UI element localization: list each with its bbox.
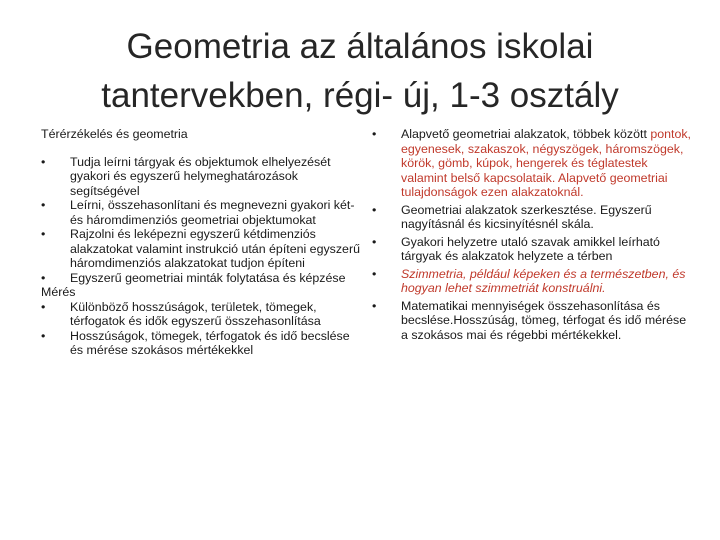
bullet: • xyxy=(41,198,46,212)
bullet: • xyxy=(372,234,377,249)
bullet: • xyxy=(41,328,46,343)
slide-title: Geometria az általános iskolai tantervekben, régi- új, 1-3 osztály xyxy=(101,27,619,115)
list-item: • Egyszerű geometriai minták folytatása és képzése xyxy=(41,270,346,285)
bullet: • xyxy=(372,266,377,281)
list-item: • Szimmetria, például képeken és a természetben, és hogyan lehet szimmetriát konstruálni. xyxy=(372,266,686,295)
bullet: • xyxy=(372,202,377,217)
new-curriculum-list xyxy=(372,127,692,342)
list-item: • Alapvető geometriai alakzatok, többek között pontok, egyenesek, szakaszok, négyszögek, háromszögek, körök, gömb, kúpok, hengerek és téglatestek valamint belső kapcsolataik. Alapvető geometriai tulajdonságok ezen alakzatoknál. xyxy=(372,127,691,199)
list-item: • Rajzolni és leképezni egyszerű kétdimenziós alakzatokat valamint instrukció után építeni egyszerű háromdimenziós alakzatokat tudjon építeni xyxy=(41,227,360,270)
bullet: • xyxy=(372,298,377,313)
measurement-list xyxy=(41,300,361,358)
section-heading-spatial: Térérzékelés és geometria xyxy=(41,127,188,141)
list-item: • Hosszúságok, tömegek, térfogatok és idő becslése és mérése szokásos mértékekkel xyxy=(41,328,350,357)
bullet: • xyxy=(41,299,46,314)
list-item: • Különböző hosszúságok, területek, tömegek, térfogatok és idők egyszerű összehasonlítása xyxy=(41,299,321,328)
list-item: • Geometriai alakzatok szerkesztése. Egyszerű nagyításnál és kicsinyítésnél skála. xyxy=(372,202,652,231)
spatial-list xyxy=(41,155,361,286)
right-column xyxy=(372,127,692,345)
bullet: • xyxy=(41,270,46,285)
bullet: • xyxy=(372,127,377,141)
list-item: • Tudja leírni tárgyak és objektumok elhelyezését gyakori és egyszerű helymeghatározások segítségével xyxy=(41,154,331,198)
left-column xyxy=(41,127,361,358)
list-item: • Leírni, összehasonlítani és megnevezni gyakori két- és háromdimenziós geometriai objektumokat xyxy=(41,198,355,227)
list-item: • Matematikai mennyiségek összehasonlítása és becslése.Hosszúság, tömeg, térfogat és idő mérése a szokásos mai és régebbi mértékekkel. xyxy=(372,298,687,342)
list-item: • Gyakori helyzetre utaló szavak amikkel leírható tárgyak és alakzatok helyzete a térben xyxy=(372,234,660,263)
bullet: • xyxy=(41,227,46,241)
section-heading-measurement: Mérés xyxy=(41,285,76,299)
bullet: • xyxy=(41,154,46,169)
